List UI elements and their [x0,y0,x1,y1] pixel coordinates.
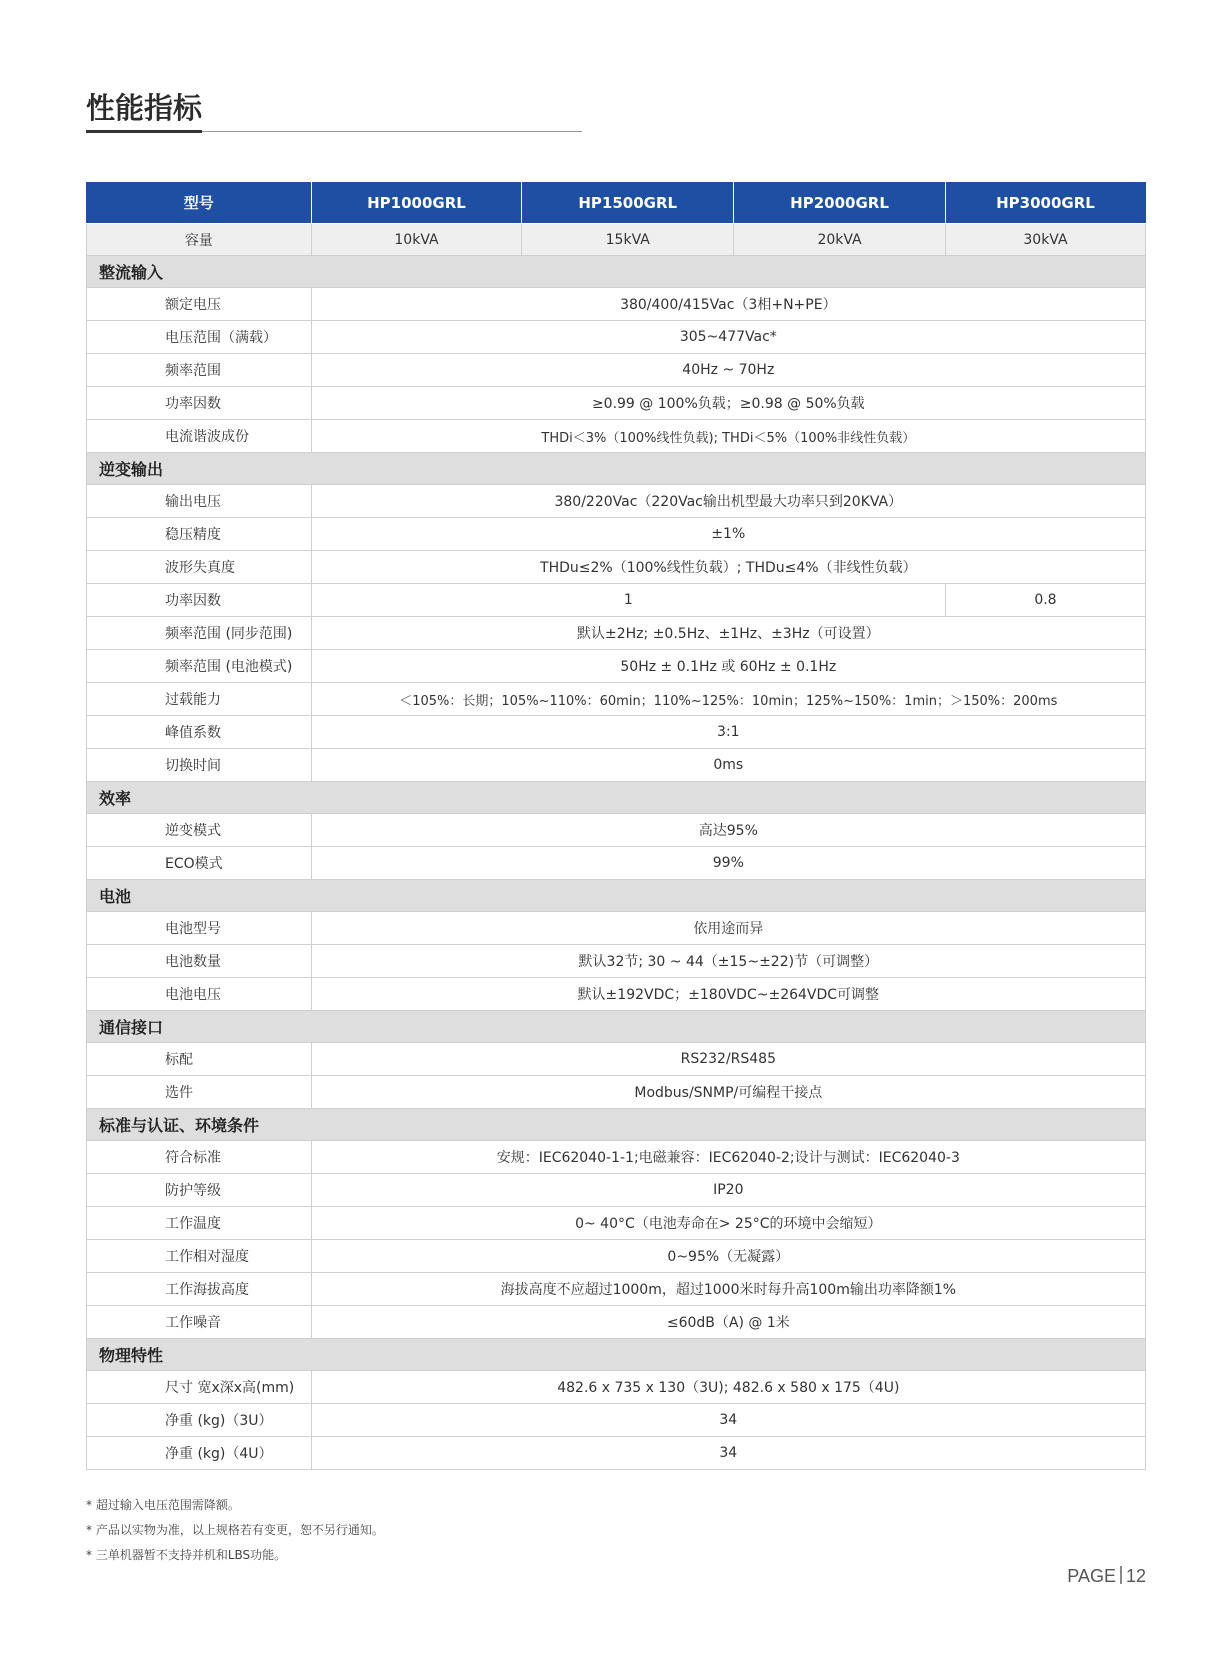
section-title: 逆变输出 [87,453,1146,485]
row-label: 工作海拔高度 [87,1273,312,1306]
row-value: RS232/RS485 [311,1043,1145,1076]
row-label: 过载能力 [87,683,312,716]
row-label: 防护等级 [87,1174,312,1207]
spec-table [86,182,1146,1470]
row-value: 34 [311,1437,1145,1470]
row-value: ≥0.99 @ 100%负载；≥0.98 @ 50%负载 [311,387,1145,420]
page-separator [1120,1566,1122,1584]
table-row [87,1273,1146,1306]
row-label: 工作噪音 [87,1306,312,1339]
row-value: 默认±192VDC；±180VDC~±264VDC可调整 [311,978,1145,1011]
section-header [87,1109,1146,1141]
table-row [87,1043,1146,1076]
row-label: 切换时间 [87,749,312,782]
row-value: 默认32节; 30 ~ 44（±15~±22)节（可调整） [311,945,1145,978]
row-value: 482.6 x 735 x 130（3U); 482.6 x 580 x 175（4U) [311,1371,1145,1404]
row-label: 频率范围 [87,354,312,387]
table-row [87,1174,1146,1207]
row-label: 电压范围（满载） [87,321,312,354]
row-value: 依用途而异 [311,912,1145,945]
table-row [87,321,1146,354]
section-title: 电池 [87,880,1146,912]
row-label: 净重 (kg)（3U） [87,1404,312,1437]
page-title: 性能指标 [86,91,203,125]
row-label: 电流谐波成份 [87,420,312,453]
row-value: Modbus/SNMP/可编程干接点 [311,1076,1145,1109]
row-label: 频率范围 (同步范围) [87,617,312,650]
row-value: 海拔高度不应超过1000m，超过1000米时每升高100m输出功率降额1% [311,1273,1145,1306]
model-label: 型号 [87,182,312,224]
page-label: PAGE [1067,1566,1116,1586]
row-value: 默认±2Hz; ±0.5Hz、±1Hz、±3Hz（可设置） [311,617,1145,650]
section-title: 物理特性 [87,1339,1146,1371]
capacity-label: 容量 [87,224,312,256]
row-value: 高达95% [311,814,1145,847]
table-row [87,912,1146,945]
capacity-row [87,224,1146,256]
row-value: 0~95%（无凝露） [311,1240,1145,1273]
row-label: 选件 [87,1076,312,1109]
table-row [87,814,1146,847]
row-value: 3:1 [311,716,1145,749]
row-value: 0ms [311,749,1145,782]
row-label: 电池数量 [87,945,312,978]
row-value: 40Hz ~ 70Hz [311,354,1145,387]
section-title: 整流输入 [87,256,1146,288]
row-label: 电池电压 [87,978,312,1011]
table-row [87,420,1146,453]
row-value: 380/400/415Vac（3相+N+PE） [311,288,1145,321]
row-label: 工作温度 [87,1207,312,1240]
model-header-row [87,182,1146,224]
row-value: 380/220Vac（220Vac输出机型最大功率只到20KVA） [311,485,1145,518]
row-label: 波形失真度 [87,551,312,584]
table-row [87,1240,1146,1273]
row-label: 输出电压 [87,485,312,518]
table-row [87,716,1146,749]
footnote: * 产品以实物为准，以上规格若有变更，恕不另行通知。 [86,1523,384,1537]
title-underline [86,131,582,132]
table-row [87,1437,1146,1470]
row-value: 1 [311,584,945,617]
table-row [87,551,1146,584]
section-header [87,1011,1146,1043]
capacity-value: 15kVA [522,224,734,256]
row-label: 工作相对湿度 [87,1240,312,1273]
table-row [87,288,1146,321]
section-header [87,453,1146,485]
table-row [87,1141,1146,1174]
row-value: ≤60dB（A) @ 1米 [311,1306,1145,1339]
table-row [87,945,1146,978]
row-label: 符合标准 [87,1141,312,1174]
capacity-value: 20kVA [734,224,946,256]
page-number [1067,1566,1146,1587]
model-hp2000grl: HP2000GRL [734,182,946,224]
table-row [87,617,1146,650]
row-value: 0~ 40°C（电池寿命在> 25°C的环境中会缩短） [311,1207,1145,1240]
row-value: 安规：IEC62040-1-1;电磁兼容：IEC62040-2;设计与测试：IEC62040-3 [311,1141,1145,1174]
row-label: 功率因数 [87,387,312,420]
row-value: 34 [311,1404,1145,1437]
table-row [87,1076,1146,1109]
row-value-30kva: 0.8 [945,584,1145,617]
section-title: 效率 [87,782,1146,814]
table-row [87,354,1146,387]
table-row [87,847,1146,880]
row-value: ±1% [311,518,1145,551]
table-row [87,1207,1146,1240]
row-label: 峰值系数 [87,716,312,749]
section-title: 通信接口 [87,1011,1146,1043]
row-label: 额定电压 [87,288,312,321]
row-value: 305~477Vac* [311,321,1145,354]
title-underline-accent [86,130,202,133]
row-label: 逆变模式 [87,814,312,847]
table-row [87,683,1146,716]
model-hp1500grl: HP1500GRL [522,182,734,224]
row-label: 净重 (kg)（4U） [87,1437,312,1470]
table-row [87,1306,1146,1339]
row-value: 99% [311,847,1145,880]
table-row [87,485,1146,518]
row-value: THDi＜3%（100%线性负载); THDi＜5%（100%非线性负载） [311,420,1145,453]
row-value: THDu≤2%（100%线性负载）; THDu≤4%（非线性负载） [311,551,1145,584]
row-label: 功率因数 [87,584,312,617]
table-row [87,1404,1146,1437]
table-row [87,518,1146,551]
row-value: ＜105%：长期；105%~110%：60min；110%~125%：10min；125%~150%：1min；＞150%：200ms [311,683,1145,716]
row-value: IP20 [311,1174,1145,1207]
table-row [87,1371,1146,1404]
row-label: 尺寸 宽x深x高(mm) [87,1371,312,1404]
table-row [87,978,1146,1011]
footnote: * 超过输入电压范围需降额。 [86,1498,240,1512]
row-label: 电池型号 [87,912,312,945]
table-row [87,387,1146,420]
model-hp3000grl: HP3000GRL [945,182,1145,224]
capacity-value: 10kVA [311,224,522,256]
table-row [87,650,1146,683]
row-label: 稳压精度 [87,518,312,551]
page-number-value: 12 [1125,1566,1146,1586]
model-hp1000grl: HP1000GRL [311,182,522,224]
capacity-value: 30kVA [945,224,1145,256]
section-title: 标准与认证、环境条件 [87,1109,1146,1141]
row-value: 50Hz ± 0.1Hz 或 60Hz ± 0.1Hz [311,650,1145,683]
footnote: * 三单机器暂不支持并机和LBS功能。 [86,1548,287,1562]
section-header [87,880,1146,912]
row-label: 频率范围 (电池模式) [87,650,312,683]
row-label: ECO模式 [87,847,312,880]
table-row [87,749,1146,782]
footnotes [86,1493,384,1568]
section-header [87,782,1146,814]
table-row [87,584,1146,617]
row-label: 标配 [87,1043,312,1076]
section-header [87,1339,1146,1371]
section-header [87,256,1146,288]
